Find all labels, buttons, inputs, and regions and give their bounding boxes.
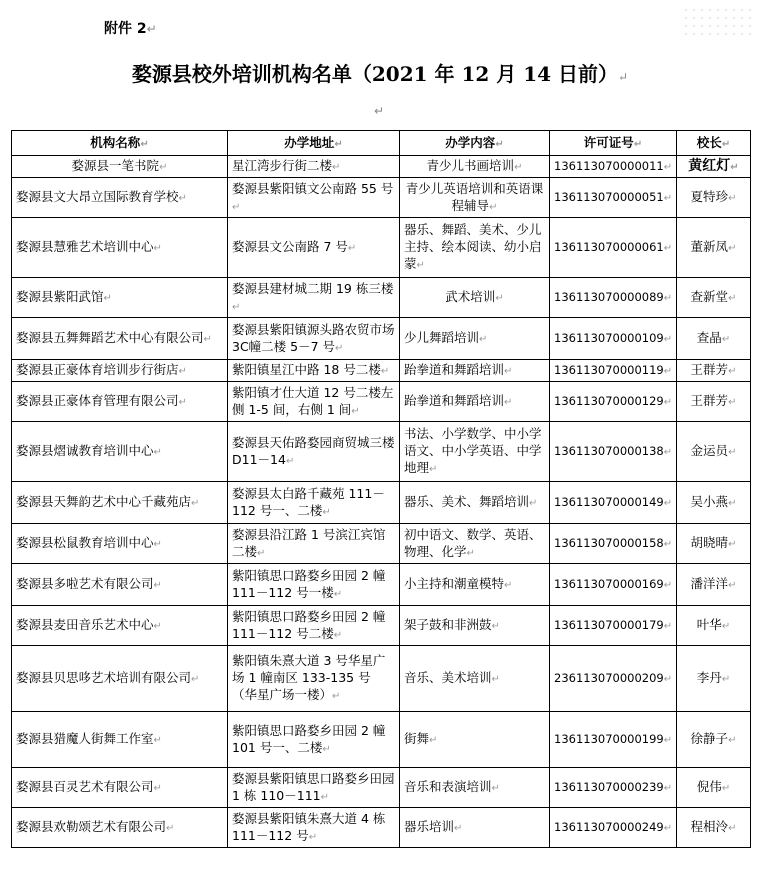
cell-license: 136113070000129 ↵ bbox=[550, 382, 677, 422]
cell-principal: 倪伟 ↵ bbox=[677, 768, 751, 808]
cell-license: 136113070000239 ↵ bbox=[550, 768, 677, 808]
cell-license: 136113070000149 ↵ bbox=[550, 482, 677, 524]
cell-principal: 王群芳 ↵ bbox=[677, 382, 751, 422]
cell-address: 紫阳镇才仕大道 12 号二楼左侧 1-5 间，右侧 1 间 ↵ bbox=[228, 382, 400, 422]
cell-address: 紫阳镇星江中路 18 号二楼 ↵ bbox=[228, 360, 400, 382]
table-row bbox=[12, 178, 751, 218]
cell-address: 紫阳镇思口路婺乡田园 2 幢 111－112 号二楼 ↵ bbox=[228, 606, 400, 646]
cell-license: 136113070000158 ↵ bbox=[550, 524, 677, 564]
table-row bbox=[12, 382, 751, 422]
table-row bbox=[12, 482, 751, 524]
corner-decoration bbox=[682, 6, 752, 36]
table-row bbox=[12, 156, 751, 178]
cell-license: 136113070000138 ↵ bbox=[550, 422, 677, 482]
cell-address: 婺源县紫阳镇朱熹大道 4 栋 111－112 号 ↵ bbox=[228, 808, 400, 848]
header-principal: 校长 ↵ bbox=[677, 131, 751, 156]
cell-name: 婺源县正豪体育培训步行街店 ↵ bbox=[12, 360, 228, 382]
cell-license: 136113070000061 ↵ bbox=[550, 218, 677, 278]
cell-name: 婺源县五舞舞蹈艺术中心有限公司 ↵ bbox=[12, 318, 228, 360]
cell-content: 器乐、美术、舞蹈培训 ↵ bbox=[400, 482, 550, 524]
institution-table bbox=[11, 130, 751, 848]
cell-principal: 金运员 ↵ bbox=[677, 422, 751, 482]
cell-principal: 李丹 ↵ bbox=[677, 646, 751, 712]
table-row bbox=[12, 318, 751, 360]
cell-principal: 夏特珍 ↵ bbox=[677, 178, 751, 218]
cell-content: 音乐和表演培训 ↵ bbox=[400, 768, 550, 808]
cell-content: 青少儿英语培训和英语课程辅导 ↵ bbox=[400, 178, 550, 218]
cell-content: 少儿舞蹈培训 ↵ bbox=[400, 318, 550, 360]
cell-name: 婺源县贝思哆艺术培训有限公司 ↵ bbox=[12, 646, 228, 712]
header-content: 办学内容 ↵ bbox=[400, 131, 550, 156]
document-title: 婺源县校外培训机构名单（2021 年 12 月 14 日前）↵ bbox=[131, 62, 629, 86]
cell-content: 街舞 ↵ bbox=[400, 712, 550, 768]
cell-name: 婺源县欢勒颂艺术有限公司 ↵ bbox=[12, 808, 228, 848]
cell-address: 婺源县紫阳镇文公南路 55 号 ↵ bbox=[228, 178, 400, 218]
cell-principal: 董新凤 ↵ bbox=[677, 218, 751, 278]
cell-address: 婺源县建材城二期 19 栋三楼 ↵ bbox=[228, 278, 400, 318]
cell-license: 136113070000249 ↵ bbox=[550, 808, 677, 848]
attachment-label: 附件 2↵ bbox=[104, 21, 157, 37]
cell-content: 青少儿书画培训 ↵ bbox=[400, 156, 550, 178]
table-row bbox=[12, 606, 751, 646]
header-license: 许可证号 ↵ bbox=[550, 131, 677, 156]
cell-license: 136113070000051 ↵ bbox=[550, 178, 677, 218]
table-row bbox=[12, 564, 751, 606]
table-body bbox=[12, 156, 751, 848]
table-row bbox=[12, 808, 751, 848]
cell-content: 跆拳道和舞蹈培训 ↵ bbox=[400, 360, 550, 382]
cell-name: 婺源县紫阳武馆 ↵ bbox=[12, 278, 228, 318]
cell-license: 136113070000109 ↵ bbox=[550, 318, 677, 360]
cell-license: 136113070000169 ↵ bbox=[550, 564, 677, 606]
cell-principal: 查晶 ↵ bbox=[677, 318, 751, 360]
cell-content: 武术培训 ↵ bbox=[400, 278, 550, 318]
cell-address: 婺源县天佑路婺园商贸城三楼 D11－14 ↵ bbox=[228, 422, 400, 482]
cell-name: 婺源县百灵艺术有限公司 ↵ bbox=[12, 768, 228, 808]
cell-principal: 叶华 ↵ bbox=[677, 606, 751, 646]
cell-principal: 黄红灯 ↵ bbox=[677, 156, 751, 178]
table-row bbox=[12, 712, 751, 768]
cell-name: 婺源县文大昂立国际教育学校 ↵ bbox=[12, 178, 228, 218]
cell-address: 婺源县太白路千藏苑 111－112 号一、二楼 ↵ bbox=[228, 482, 400, 524]
cell-content: 跆拳道和舞蹈培训 ↵ bbox=[400, 382, 550, 422]
cell-principal: 徐静子 ↵ bbox=[677, 712, 751, 768]
table-header-row bbox=[12, 131, 751, 156]
cell-content: 初中语文、数学、英语、物理、化学 ↵ bbox=[400, 524, 550, 564]
cell-address: 婺源县沿江路 1 号滨江宾馆二楼 ↵ bbox=[228, 524, 400, 564]
table-row bbox=[12, 524, 751, 564]
cell-principal: 查新堂 ↵ bbox=[677, 278, 751, 318]
table-row bbox=[12, 768, 751, 808]
cell-content: 音乐、美术培训 ↵ bbox=[400, 646, 550, 712]
cell-name: 婺源县一笔书院 ↵ bbox=[12, 156, 228, 178]
cell-name: 婺源县熠诚教育培训中心 ↵ bbox=[12, 422, 228, 482]
cell-principal: 王群芳 ↵ bbox=[677, 360, 751, 382]
header-name: 机构名称 ↵ bbox=[12, 131, 228, 156]
cell-content: 器乐培训 ↵ bbox=[400, 808, 550, 848]
cell-content: 器乐、舞蹈、美术、少儿主持、绘本阅读、幼小启蒙 ↵ bbox=[400, 218, 550, 278]
cell-name: 婺源县慧雅艺术培训中心 ↵ bbox=[12, 218, 228, 278]
cell-address: 紫阳镇朱熹大道 3 号华星广场 1 幢南区 133-135 号（华星广场一楼） ↵ bbox=[228, 646, 400, 712]
cell-content: 架子鼓和非洲鼓 ↵ bbox=[400, 606, 550, 646]
cell-name: 婺源县松鼠教育培训中心 ↵ bbox=[12, 524, 228, 564]
cell-address: 婺源县紫阳镇思口路婺乡田园 1 栋 110－111 ↵ bbox=[228, 768, 400, 808]
table-row bbox=[12, 422, 751, 482]
cell-license: 136113070000119 ↵ bbox=[550, 360, 677, 382]
cell-principal: 程相泠 ↵ bbox=[677, 808, 751, 848]
table-row bbox=[12, 218, 751, 278]
cell-license: 136113070000199 ↵ bbox=[550, 712, 677, 768]
cell-name: 婺源县麦田音乐艺术中心 ↵ bbox=[12, 606, 228, 646]
cell-principal: 胡晓晴 ↵ bbox=[677, 524, 751, 564]
table-row bbox=[12, 360, 751, 382]
cell-address: 婺源县文公南路 7 号 ↵ bbox=[228, 218, 400, 278]
cell-content: 小主持和潮童模特 ↵ bbox=[400, 564, 550, 606]
cell-address: 婺源县紫阳镇源头路农贸市场 3C幢二楼 5－7 号 ↵ bbox=[228, 318, 400, 360]
cell-license: 236113070000209 ↵ bbox=[550, 646, 677, 712]
table-row bbox=[12, 646, 751, 712]
cell-address: 紫阳镇思口路婺乡田园 2 幢 111－112 号一楼 ↵ bbox=[228, 564, 400, 606]
cell-principal: 吴小燕 ↵ bbox=[677, 482, 751, 524]
table-row bbox=[12, 278, 751, 318]
cell-license: 136113070000089 ↵ bbox=[550, 278, 677, 318]
cell-address: 星江湾步行街二楼 ↵ bbox=[228, 156, 400, 178]
cell-principal: 潘洋洋 ↵ bbox=[677, 564, 751, 606]
cell-name: 婺源县正豪体育管理有限公司 ↵ bbox=[12, 382, 228, 422]
cell-name: 婺源县天舞韵艺术中心千藏苑店 ↵ bbox=[12, 482, 228, 524]
cell-address: 紫阳镇思口路婺乡田园 2 幢 101 号一、二楼 ↵ bbox=[228, 712, 400, 768]
paragraph-mark: ↵ bbox=[374, 104, 385, 118]
cell-license: 136113070000011 ↵ bbox=[550, 156, 677, 178]
cell-name: 婺源县多啦艺术有限公司 ↵ bbox=[12, 564, 228, 606]
cell-name: 婺源县猎魔人街舞工作室 ↵ bbox=[12, 712, 228, 768]
cell-license: 136113070000179 ↵ bbox=[550, 606, 677, 646]
header-address: 办学地址 ↵ bbox=[228, 131, 400, 156]
cell-content: 书法、小学数学、中小学语文、中小学英语、中学地理 ↵ bbox=[400, 422, 550, 482]
